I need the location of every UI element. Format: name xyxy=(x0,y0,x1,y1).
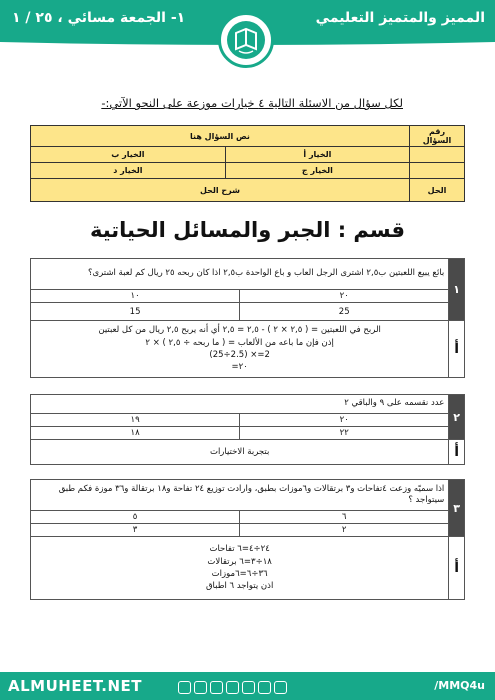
social-icons xyxy=(178,679,290,693)
solution-explanation xyxy=(31,440,449,465)
question-text: عدد نقسمه على ٩ والباقي ٢ xyxy=(31,395,449,414)
option-d: ١٨ xyxy=(31,427,240,440)
solution-line: بتجربة الاختيارات xyxy=(209,446,270,457)
question-number: ٢ xyxy=(449,395,465,440)
option-c: ٢ xyxy=(240,524,449,537)
solution-line: ١٨÷٣=٦ برتقالات xyxy=(207,556,272,567)
snapchat-icon[interactable] xyxy=(242,681,255,694)
question-table-1 xyxy=(30,258,465,378)
answer-template-table xyxy=(30,125,465,202)
option-a: ٦ xyxy=(240,511,449,524)
solution-line: إذن فإن ما باعه من الألعاب = ( ما ربحه ÷ ٢,٥ ) × ٢ xyxy=(145,337,334,348)
question-text: بائع يبيع اللعبتين ب٢,٥ اشترى الرجل العاب و باع الواحدة ب٢,٥ اذا كان ربحه ٢٥ ريال كم لعبة اشترى؟ xyxy=(31,259,449,290)
solution-line: 2=× (2.5÷25) xyxy=(209,350,270,360)
option-c: ٢٢ xyxy=(240,427,449,440)
option-a: ٢٠ xyxy=(240,414,449,427)
solution-line: اذن يتواجد ٦ اطباق xyxy=(205,581,274,592)
question-table-2 xyxy=(30,394,465,465)
template-opt-d: الخيار د xyxy=(31,163,226,179)
instagram-icon[interactable] xyxy=(226,681,239,694)
template-q-text: نص السؤال هنا xyxy=(31,126,410,147)
question-table-3 xyxy=(30,479,465,600)
template-sol-label: الحل xyxy=(410,179,465,202)
solution-line: ٣٦÷٦=٦موزات xyxy=(211,569,268,579)
footer-bar xyxy=(0,672,495,700)
option-d: 15 xyxy=(31,303,240,321)
question-number: ١ xyxy=(449,259,465,321)
session-title: ١- الجمعة مسائي ، ٢٥ / ١ xyxy=(12,10,186,26)
youtube-icon[interactable] xyxy=(210,681,223,694)
section-title: قسم : الجبر والمسائل الحياتية xyxy=(89,218,406,242)
template-sol-text: شرح الحل xyxy=(31,179,410,202)
solution-explanation xyxy=(31,321,449,378)
site-link[interactable]: ALMUHEET.NET xyxy=(8,677,143,695)
telegram-icon[interactable] xyxy=(258,681,271,694)
solution-explanation xyxy=(31,537,449,600)
question-text: اذا سميّه وزعت ٤تفاحات و٣ برتقالات و٦موزات بطبق، وارادت توزيع ٢٤ تفاحة و١٨ برتقالة و٣٦ موزة فكم طبق سيتواجد ؟ xyxy=(31,480,449,511)
facebook-icon[interactable] xyxy=(178,681,191,694)
option-c: 25 xyxy=(240,303,449,321)
social-handle[interactable]: /MMQ4u xyxy=(434,679,485,692)
option-b: ٥ xyxy=(31,511,240,524)
template-opt-c: الخيار ج xyxy=(225,163,409,179)
template-opt-a: الخيار أ xyxy=(225,147,409,163)
option-b: ١٠ xyxy=(31,290,240,303)
option-a: ٢٠ xyxy=(240,290,449,303)
question-number: ٣ xyxy=(449,480,465,537)
answer-label: أ xyxy=(449,537,465,600)
template-opt-b: الخيار ب xyxy=(31,147,226,163)
option-b: ١٩ xyxy=(31,414,240,427)
solution-line: ٢٤÷٤=٦ تفاحات xyxy=(209,544,270,555)
twitter-icon[interactable] xyxy=(194,681,207,694)
option-d: ٣ xyxy=(31,524,240,537)
logo-icon xyxy=(218,12,274,68)
web-icon[interactable] xyxy=(274,681,287,694)
solution-line: الربح في اللعبتين = ( ٢,٥ × ٢ ) - ٢,٥ = ٢,٥ أي أنه يربح ٢,٥ ريال من كل لعبتين xyxy=(98,325,381,336)
solution-line: ٢٠= xyxy=(231,362,248,373)
answer-label: أ xyxy=(449,321,465,378)
template-q-label: رقم السؤال xyxy=(410,126,465,147)
intro-text: لكل سؤال من الاسئلة التالية ٤ خيارات موزعة على النحو الآتي:- xyxy=(101,96,403,110)
brand-title: المميز والمتميز التعليمي xyxy=(315,10,485,26)
answer-label: أ xyxy=(449,440,465,465)
